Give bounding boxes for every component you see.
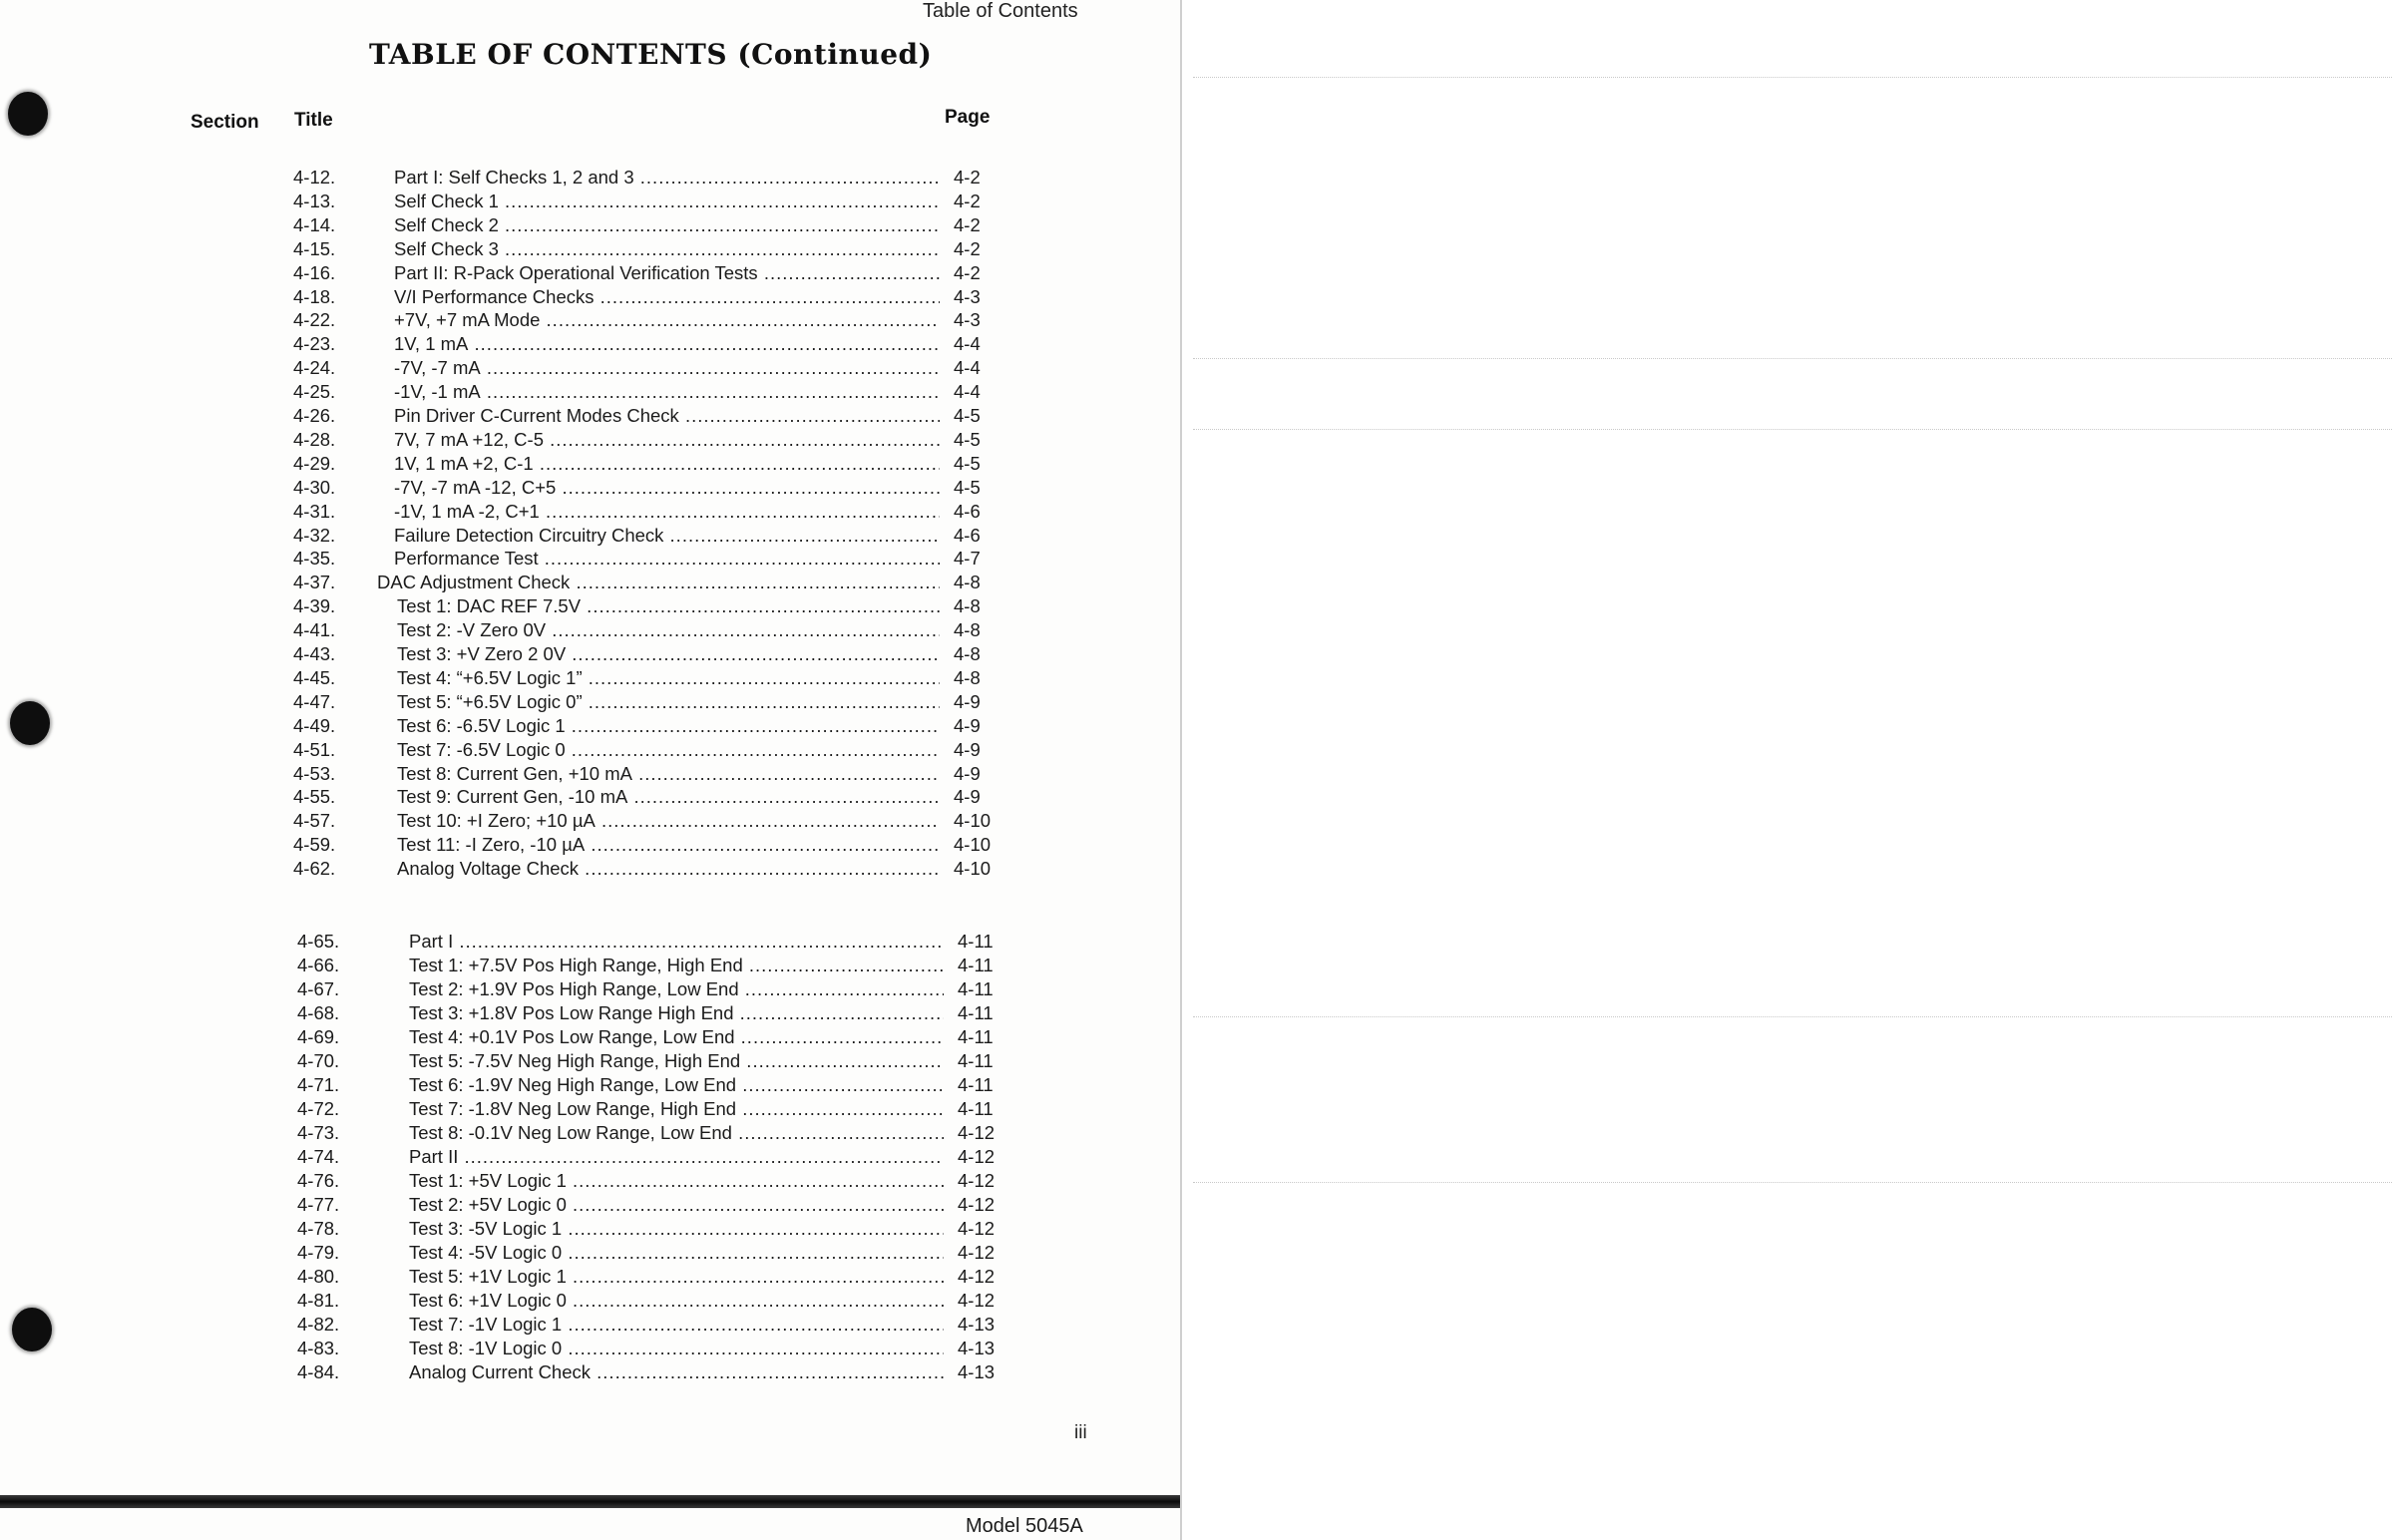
toc-section-number: 4-12. bbox=[293, 167, 336, 188]
running-head: Table of Contents bbox=[923, 0, 1078, 22]
toc-section-number: 4-80. bbox=[297, 1266, 340, 1287]
faint-rule bbox=[1193, 1016, 2392, 1018]
toc-section-number: 4-83. bbox=[297, 1338, 340, 1358]
toc-section-number: 4-29. bbox=[293, 452, 336, 474]
toc-entry-title: Part II ..... bbox=[409, 1145, 944, 1169]
toc-page-number: 4-4 bbox=[954, 381, 981, 403]
toc-entry bbox=[293, 524, 1013, 548]
toc-entry bbox=[293, 833, 1013, 857]
toc-entry-title: Test 6: +1V Logic 0 ..... bbox=[409, 1289, 944, 1313]
toc-page-number: 4-11 bbox=[958, 1026, 994, 1047]
toc-page-number: 4-6 bbox=[954, 524, 981, 546]
toc-entry-title: Test 4: -5V Logic 0 ..... bbox=[409, 1241, 944, 1265]
toc-page-number: 4-9 bbox=[954, 714, 981, 736]
toc-entry-title: Test 2: -V Zero 0V ..... bbox=[397, 618, 940, 642]
toc-section-number: 4-70. bbox=[297, 1050, 340, 1071]
toc-page-number: 4-11 bbox=[958, 1098, 994, 1119]
toc-section-number: 4-57. bbox=[293, 810, 336, 832]
toc-page-number: 4-5 bbox=[954, 476, 981, 498]
toc-entry bbox=[293, 261, 1013, 285]
faint-rule bbox=[1193, 429, 2392, 431]
toc-entry bbox=[293, 738, 1013, 762]
toc-page-number: 4-2 bbox=[954, 190, 981, 211]
toc-page-number: 4-13 bbox=[958, 1338, 996, 1358]
toc-section-number: 4-67. bbox=[297, 978, 340, 999]
toc-section-number: 4-81. bbox=[297, 1290, 340, 1311]
toc-entry-title: Test 4: +0.1V Pos Low Range, Low End ..... bbox=[409, 1025, 944, 1049]
toc-entry-title: Test 8: -0.1V Neg Low Range, Low End ..... bbox=[409, 1121, 944, 1145]
toc-entry bbox=[293, 666, 1013, 690]
toc-page-number: 4-4 bbox=[954, 333, 981, 355]
toc-entry-title: Test 8: Current Gen, +10 mA ..... bbox=[397, 762, 940, 786]
toc-section-number: 4-16. bbox=[293, 261, 336, 283]
toc-entry-title: Pin Driver C-Current Modes Check ..... bbox=[394, 404, 940, 428]
toc-entry bbox=[293, 500, 1013, 524]
toc-page-number: 4-10 bbox=[954, 834, 992, 856]
toc-page-number: 4-8 bbox=[954, 643, 981, 664]
toc-entry bbox=[293, 452, 1013, 476]
toc-entry-title: Self Check 1 ..... bbox=[394, 190, 940, 213]
toc-entry-title: -1V, -1 mA ..... bbox=[394, 380, 940, 404]
toc-section-number: 4-71. bbox=[297, 1074, 340, 1095]
toc-page-number: 4-10 bbox=[954, 810, 992, 832]
toc-entry-title: Failure Detection Circuitry Check ..... bbox=[394, 524, 940, 548]
toc-section-number: 4-13. bbox=[293, 190, 336, 211]
toc-page-number: 4-12 bbox=[958, 1194, 996, 1215]
toc-section-number: 4-43. bbox=[293, 643, 336, 664]
toc-page-number: 4-5 bbox=[954, 428, 981, 450]
toc-section-number: 4-53. bbox=[293, 762, 336, 784]
toc-entry bbox=[297, 1169, 1017, 1193]
toc-entry bbox=[297, 1145, 1017, 1169]
toc-entry-title: Test 10: +I Zero; +10 µA ..... bbox=[397, 809, 940, 833]
toc-entry-title: -7V, -7 mA -12, C+5 ..... bbox=[394, 476, 940, 500]
toc-section-number: 4-31. bbox=[293, 500, 336, 522]
toc-section-number: 4-14. bbox=[293, 213, 336, 235]
toc-section-number: 4-55. bbox=[293, 786, 336, 808]
toc-entry bbox=[297, 1025, 1017, 1049]
toc-page-number: 4-2 bbox=[954, 261, 981, 283]
toc-section-number: 4-76. bbox=[297, 1170, 340, 1191]
toc-entry-title: Part II: R-Pack Operational Verification Tests ..... bbox=[394, 261, 940, 285]
toc-entry-title: Test 6: -6.5V Logic 1 ..... bbox=[397, 714, 940, 738]
toc-page-number: 4-4 bbox=[954, 357, 981, 379]
toc-entry bbox=[293, 690, 1013, 714]
toc-section-number: 4-82. bbox=[297, 1314, 340, 1335]
column-header-page: Page bbox=[945, 107, 991, 128]
toc-page-number: 4-6 bbox=[954, 500, 981, 522]
toc-entry bbox=[293, 190, 1013, 213]
toc-section-number: 4-66. bbox=[297, 955, 340, 975]
toc-page-number: 4-11 bbox=[958, 978, 994, 999]
toc-section-number: 4-28. bbox=[293, 428, 336, 450]
toc-entry-title: 1V, 1 mA ..... bbox=[394, 332, 940, 356]
toc-page-number: 4-2 bbox=[954, 213, 981, 235]
toc-section-number: 4-59. bbox=[293, 834, 336, 856]
toc-entry bbox=[293, 308, 1013, 332]
toc-page-number: 4-12 bbox=[958, 1290, 996, 1311]
toc-entry bbox=[293, 237, 1013, 261]
toc-page-number: 4-5 bbox=[954, 405, 981, 426]
toc-section-number: 4-24. bbox=[293, 357, 336, 379]
toc-page-number: 4-11 bbox=[958, 1074, 994, 1095]
toc-entry-title: Part I ..... bbox=[409, 930, 944, 954]
toc-entry-title: Test 8: -1V Logic 0 ..... bbox=[409, 1337, 944, 1360]
toc-page-number: 4-10 bbox=[954, 858, 992, 880]
toc-entry bbox=[297, 1337, 1017, 1360]
toc-section-number: 4-77. bbox=[297, 1194, 340, 1215]
toc-page-number: 4-9 bbox=[954, 738, 981, 760]
toc-entry bbox=[297, 1289, 1017, 1313]
toc-entry-title: 1V, 1 mA +2, C-1 ..... bbox=[394, 452, 940, 476]
toc-section-number: 4-22. bbox=[293, 309, 336, 331]
toc-page-number: 4-2 bbox=[954, 167, 981, 188]
toc-section-number: 4-68. bbox=[297, 1002, 340, 1023]
toc-page-number: 4-13 bbox=[958, 1361, 996, 1382]
toc-entry bbox=[293, 594, 1013, 618]
toc-entry-title: Test 3: +V Zero 2 0V ..... bbox=[397, 642, 940, 666]
toc-entry bbox=[293, 785, 1013, 809]
toc-section-number: 4-15. bbox=[293, 237, 336, 259]
toc-entry bbox=[297, 1217, 1017, 1241]
toc-entry bbox=[297, 930, 1017, 954]
toc-entry bbox=[293, 714, 1013, 738]
binder-hole bbox=[12, 1308, 52, 1351]
toc-page-number: 4-9 bbox=[954, 762, 981, 784]
toc-section-number: 4-65. bbox=[297, 931, 340, 952]
toc-page-number: 4-3 bbox=[954, 309, 981, 331]
toc-section-number: 4-23. bbox=[293, 333, 336, 355]
footer-rule bbox=[0, 1495, 1180, 1508]
toc-section-number: 4-30. bbox=[293, 476, 336, 498]
toc-entry bbox=[293, 380, 1013, 404]
toc-section-number: 4-78. bbox=[297, 1218, 340, 1239]
toc-entry-title: Test 1: +7.5V Pos High Range, High End ..... bbox=[409, 954, 944, 977]
toc-page-number: 4-13 bbox=[958, 1314, 996, 1335]
toc-page-number: 4-9 bbox=[954, 786, 981, 808]
toc-page-number: 4-12 bbox=[958, 1218, 996, 1239]
toc-entry-title: Test 5: “+6.5V Logic 0” ..... bbox=[397, 690, 940, 714]
toc-entry bbox=[297, 954, 1017, 977]
binder-hole bbox=[8, 92, 48, 136]
toc-entry-title: Part I: Self Checks 1, 2 and 3 ..... bbox=[394, 166, 940, 190]
toc-entry bbox=[297, 1360, 1017, 1384]
toc-entry bbox=[293, 809, 1013, 833]
toc-entry bbox=[293, 428, 1013, 452]
toc-entry-title: Test 3: +1.8V Pos Low Range High End ..... bbox=[409, 1001, 944, 1025]
toc-section-number: 4-39. bbox=[293, 595, 336, 617]
toc-entry bbox=[297, 1241, 1017, 1265]
page-number: iii bbox=[1074, 1422, 1087, 1443]
toc-entry bbox=[293, 571, 1013, 594]
toc-section-number: 4-49. bbox=[293, 714, 336, 736]
toc-section-number: 4-84. bbox=[297, 1361, 340, 1382]
toc-entry bbox=[293, 476, 1013, 500]
toc-entry bbox=[293, 166, 1013, 190]
toc-entry bbox=[293, 618, 1013, 642]
toc-entry bbox=[297, 1001, 1017, 1025]
toc-section-number: 4-62. bbox=[293, 858, 336, 880]
toc-section-number: 4-45. bbox=[293, 666, 336, 688]
toc-entry bbox=[293, 642, 1013, 666]
toc-section-number: 4-47. bbox=[293, 690, 336, 712]
toc-page-number: 4-8 bbox=[954, 572, 981, 593]
faint-rule bbox=[1193, 77, 2392, 79]
toc-entry-title: Self Check 3 ..... bbox=[394, 237, 940, 261]
toc-entry bbox=[297, 1097, 1017, 1121]
toc-page-number: 4-11 bbox=[958, 1050, 994, 1071]
toc-section-number: 4-73. bbox=[297, 1122, 340, 1143]
toc-page-number: 4-12 bbox=[958, 1146, 996, 1167]
toc-section-number: 4-25. bbox=[293, 381, 336, 403]
toc-entry bbox=[293, 213, 1013, 237]
toc-entry bbox=[293, 332, 1013, 356]
toc-page-number: 4-11 bbox=[958, 1002, 994, 1023]
toc-entry-title: Test 1: +5V Logic 1 ..... bbox=[409, 1169, 944, 1193]
column-header-title: Title bbox=[294, 110, 333, 131]
toc-entry-title: Test 2: +1.9V Pos High Range, Low End ..... bbox=[409, 977, 944, 1001]
toc-entry bbox=[293, 547, 1013, 571]
toc-entry bbox=[297, 1313, 1017, 1337]
toc-section-number: 4-41. bbox=[293, 619, 336, 641]
toc-page-number: 4-9 bbox=[954, 690, 981, 712]
toc-page-number: 4-11 bbox=[958, 955, 994, 975]
toc-entry-title: Analog Voltage Check ..... bbox=[397, 857, 940, 881]
toc-page-number: 4-2 bbox=[954, 237, 981, 259]
toc-page-number: 4-12 bbox=[958, 1170, 996, 1191]
toc-entry bbox=[293, 404, 1013, 428]
toc-section-number: 4-51. bbox=[293, 738, 336, 760]
column-header-section: Section bbox=[191, 112, 259, 133]
toc-entry-title: Test 7: -6.5V Logic 0 ..... bbox=[397, 738, 940, 762]
toc-section-number: 4-74. bbox=[297, 1146, 340, 1167]
toc-entry-title: Test 6: -1.9V Neg High Range, Low End ..... bbox=[409, 1073, 944, 1097]
toc-entry bbox=[293, 762, 1013, 786]
toc-page-number: 4-12 bbox=[958, 1266, 996, 1287]
toc-entry-title: Test 7: -1.8V Neg Low Range, High End ..... bbox=[409, 1097, 944, 1121]
toc-entry-title: Test 7: -1V Logic 1 ..... bbox=[409, 1313, 944, 1337]
page-title: TABLE OF CONTENTS (Continued) bbox=[369, 38, 933, 71]
toc-entry-title: 7V, 7 mA +12, C-5 ..... bbox=[394, 428, 940, 452]
toc-entry-title: Self Check 2 ..... bbox=[394, 213, 940, 237]
toc-page-number: 4-5 bbox=[954, 452, 981, 474]
toc-entry-title: +7V, +7 mA Mode ..... bbox=[394, 308, 940, 332]
toc-section-number: 4-26. bbox=[293, 405, 336, 426]
toc-entry bbox=[293, 285, 1013, 309]
toc-entry bbox=[293, 857, 1013, 881]
toc-entry-title: Test 1: DAC REF 7.5V ..... bbox=[397, 594, 940, 618]
toc-entry-title: Analog Current Check ..... bbox=[409, 1360, 944, 1384]
toc-entry-title: DAC Adjustment Check ..... bbox=[377, 571, 940, 594]
toc-entry-title: Performance Test ..... bbox=[394, 547, 940, 571]
binder-hole bbox=[10, 701, 50, 745]
toc-section-number: 4-35. bbox=[293, 548, 336, 570]
toc-entry-title: V/I Performance Checks ..... bbox=[394, 285, 940, 309]
toc-page-number: 4-11 bbox=[958, 931, 994, 952]
toc-entry bbox=[297, 1121, 1017, 1145]
toc-entry-title: Test 11: -I Zero, -10 µA ..... bbox=[397, 833, 940, 857]
toc-entry-title: Test 2: +5V Logic 0 ..... bbox=[409, 1193, 944, 1217]
toc-page-number: 4-12 bbox=[958, 1242, 996, 1263]
toc-entry bbox=[297, 1049, 1017, 1073]
toc-entry-title: Test 3: -5V Logic 1 ..... bbox=[409, 1217, 944, 1241]
page-edge bbox=[1180, 0, 1182, 1540]
toc-page-number: 4-8 bbox=[954, 595, 981, 617]
document-page bbox=[0, 0, 1180, 1540]
toc-entry-title: Test 5: +1V Logic 1 ..... bbox=[409, 1265, 944, 1289]
toc-section-number: 4-79. bbox=[297, 1242, 340, 1263]
toc-section-number: 4-32. bbox=[293, 524, 336, 546]
faint-rule bbox=[1193, 358, 2392, 360]
toc-entry bbox=[293, 356, 1013, 380]
toc-page-number: 4-3 bbox=[954, 285, 981, 307]
toc-section-number: 4-37. bbox=[293, 572, 336, 593]
toc-page-number: 4-7 bbox=[954, 548, 981, 570]
toc-entry-title: Test 5: -7.5V Neg High Range, High End ..... bbox=[409, 1049, 944, 1073]
toc-entry-title: Test 4: “+6.5V Logic 1” ..... bbox=[397, 666, 940, 690]
toc-section-number: 4-18. bbox=[293, 285, 336, 307]
toc-page-number: 4-8 bbox=[954, 666, 981, 688]
toc-page-number: 4-12 bbox=[958, 1122, 996, 1143]
toc-entry bbox=[297, 1265, 1017, 1289]
toc-entry bbox=[297, 1193, 1017, 1217]
toc-entry-title: Test 9: Current Gen, -10 mA ..... bbox=[397, 785, 940, 809]
toc-section-number: 4-72. bbox=[297, 1098, 340, 1119]
toc-entry bbox=[297, 1073, 1017, 1097]
blank-page bbox=[1183, 0, 2392, 1540]
toc-entry-title: -1V, 1 mA -2, C+1 ..... bbox=[394, 500, 940, 524]
faint-rule bbox=[1193, 1182, 2392, 1184]
model-footer: Model 5045A bbox=[966, 1515, 1083, 1537]
toc-page-number: 4-8 bbox=[954, 619, 981, 641]
toc-entry-title: -7V, -7 mA ..... bbox=[394, 356, 940, 380]
toc-entry bbox=[297, 977, 1017, 1001]
toc-section-number: 4-69. bbox=[297, 1026, 340, 1047]
